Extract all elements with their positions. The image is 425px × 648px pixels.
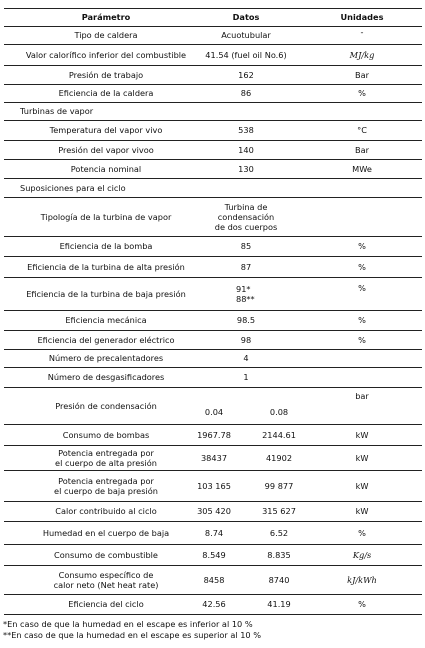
row-value: 41.54 (fuel oil No.6) bbox=[205, 49, 287, 60]
row-value: 86 bbox=[240, 88, 252, 98]
row-value-2: 2144.61 bbox=[262, 429, 296, 440]
table-top-rule bbox=[4, 8, 422, 9]
row-unit: % bbox=[358, 282, 366, 293]
row-value: 91* 88** bbox=[236, 283, 255, 304]
row-value-2: 8740 bbox=[268, 574, 290, 585]
row-separator bbox=[4, 470, 422, 471]
row-unit: kJ/kWh bbox=[347, 574, 377, 585]
row-label: Eficiencia de la turbina de alta presión bbox=[27, 261, 185, 272]
row-label: Suposiciones para el ciclo bbox=[20, 182, 126, 193]
row-value: Acuotubular bbox=[221, 30, 271, 40]
row-unit: °C bbox=[357, 125, 367, 135]
row-separator bbox=[4, 445, 422, 446]
row-label: Valor calorífico inferior del combustible bbox=[25, 49, 187, 60]
row-value: 162 bbox=[238, 69, 254, 80]
row-value: 1 bbox=[243, 372, 249, 382]
row-unit: % bbox=[358, 241, 366, 251]
row-label: Tipo de caldera bbox=[74, 30, 138, 40]
row-value: Turbina de condensación de dos cuerpos bbox=[214, 201, 278, 232]
row-value-1: 1967.78 bbox=[197, 429, 231, 440]
row-unit: kW bbox=[355, 429, 369, 440]
row-separator bbox=[4, 65, 422, 66]
row-label: Eficiencia de la bomba bbox=[59, 241, 153, 251]
row-label: Consumo de bombas bbox=[62, 429, 150, 440]
row-value: 538 bbox=[238, 125, 254, 135]
row-value: 98 bbox=[240, 334, 252, 345]
row-separator bbox=[4, 565, 422, 566]
row-separator bbox=[4, 236, 422, 237]
row-separator bbox=[4, 197, 422, 198]
row-unit: bar bbox=[355, 391, 369, 401]
row-separator bbox=[4, 44, 422, 45]
row-separator bbox=[4, 140, 422, 141]
row-label: Número de desgasificadores bbox=[47, 372, 165, 382]
row-value-1: 38437 bbox=[200, 452, 228, 463]
row-value: 98.5 bbox=[236, 315, 256, 325]
row-separator bbox=[4, 367, 422, 368]
row-separator bbox=[4, 594, 422, 595]
row-unit: kW bbox=[355, 506, 369, 516]
row-value-1: 305 420 bbox=[197, 506, 231, 516]
row-unit: Bar bbox=[354, 69, 370, 80]
row-unit: % bbox=[358, 88, 366, 98]
row-value-1: 0.04 bbox=[204, 407, 224, 417]
row-label: Tipología de la turbina de vapor bbox=[40, 211, 172, 222]
row-label: Calor contribuido al ciclo bbox=[55, 506, 157, 516]
row-separator bbox=[4, 349, 422, 350]
row-label: Temperatura del vapor vivo bbox=[49, 125, 163, 135]
row-label: Presión del vapor vivoo bbox=[58, 144, 154, 155]
row-value-2: 315 627 bbox=[262, 506, 296, 516]
row-unit: % bbox=[358, 315, 366, 325]
header-bottom-rule bbox=[4, 26, 422, 27]
row-unit: % bbox=[358, 527, 366, 538]
row-separator bbox=[4, 277, 422, 278]
row-label: Turbinas de vapor bbox=[20, 106, 94, 116]
row-label: Número de precalentadores bbox=[48, 353, 164, 363]
row-value-2: 99 877 bbox=[264, 480, 294, 491]
row-unit: kW bbox=[355, 480, 369, 491]
row-separator bbox=[4, 424, 422, 425]
row-label: Potencia entregada por el cuerpo de baja presión bbox=[54, 475, 158, 496]
row-unit: % bbox=[358, 599, 366, 609]
row-separator bbox=[4, 501, 422, 502]
row-value-1: 8.74 bbox=[204, 527, 224, 538]
row-unit: - bbox=[360, 27, 364, 37]
row-label: Consumo específico de calor neto (Net heat rate) bbox=[53, 569, 159, 590]
row-separator bbox=[4, 310, 422, 311]
row-label: Eficiencia del ciclo bbox=[68, 599, 144, 609]
row-value-1: 42.56 bbox=[202, 599, 226, 609]
row-label: Eficiencia del generador eléctrico bbox=[37, 334, 175, 345]
row-separator bbox=[4, 256, 422, 257]
table-bottom-rule bbox=[4, 614, 422, 615]
row-unit: MWe bbox=[352, 163, 372, 174]
row-unit: % bbox=[358, 334, 366, 345]
row-value-2: 41902 bbox=[265, 452, 293, 463]
row-separator bbox=[4, 159, 422, 160]
row-separator bbox=[4, 84, 422, 85]
row-label: Humedad en el cuerpo de baja bbox=[42, 527, 170, 538]
row-unit: kW bbox=[355, 452, 369, 463]
row-value-1: 8.549 bbox=[202, 549, 226, 560]
row-value: 85 bbox=[240, 241, 252, 251]
row-unit: MJ/kg bbox=[349, 49, 375, 60]
row-unit: Kg/s bbox=[352, 549, 372, 560]
row-separator bbox=[4, 387, 422, 388]
row-value-2: 0.08 bbox=[269, 407, 289, 417]
row-separator bbox=[4, 178, 422, 179]
row-unit: Bar bbox=[354, 144, 370, 155]
header-unidades: Unidades bbox=[340, 12, 384, 22]
row-separator bbox=[4, 102, 422, 103]
footnote-2: **En caso de que la humedad en el escape es superior al 10 % bbox=[3, 630, 262, 640]
row-value: 87 bbox=[240, 261, 252, 272]
row-value-2: 41.19 bbox=[267, 599, 291, 609]
footnote-1: *En caso de que la humedad en el escape es inferior al 10 % bbox=[3, 619, 253, 629]
row-value: 130 bbox=[238, 163, 254, 174]
row-label: Presión de condensación bbox=[55, 400, 157, 411]
row-label: Potencia nominal bbox=[70, 163, 142, 174]
row-value: 4 bbox=[243, 353, 249, 363]
row-value-1: 103 165 bbox=[197, 480, 231, 491]
row-value-2: 6.52 bbox=[269, 527, 289, 538]
row-label: Presión de trabajo bbox=[68, 69, 144, 80]
row-label: Eficiencia mecánica bbox=[65, 315, 147, 325]
row-unit: % bbox=[358, 261, 366, 272]
header-parametro: Parámetro bbox=[81, 12, 131, 22]
row-value-2: 8.835 bbox=[267, 549, 291, 560]
row-label: Potencia entregada por el cuerpo de alta presión bbox=[55, 447, 157, 468]
row-separator bbox=[4, 521, 422, 522]
header-datos: Datos bbox=[232, 12, 260, 22]
row-value-1: 8458 bbox=[203, 574, 225, 585]
row-separator bbox=[4, 330, 422, 331]
row-label: Eficiencia de la turbina de baja presión bbox=[26, 288, 186, 299]
row-label: Consumo de combustible bbox=[54, 549, 158, 560]
row-separator bbox=[4, 120, 422, 121]
row-value: 140 bbox=[238, 144, 254, 155]
row-label: Eficiencia de la caldera bbox=[58, 88, 154, 98]
row-separator bbox=[4, 544, 422, 545]
